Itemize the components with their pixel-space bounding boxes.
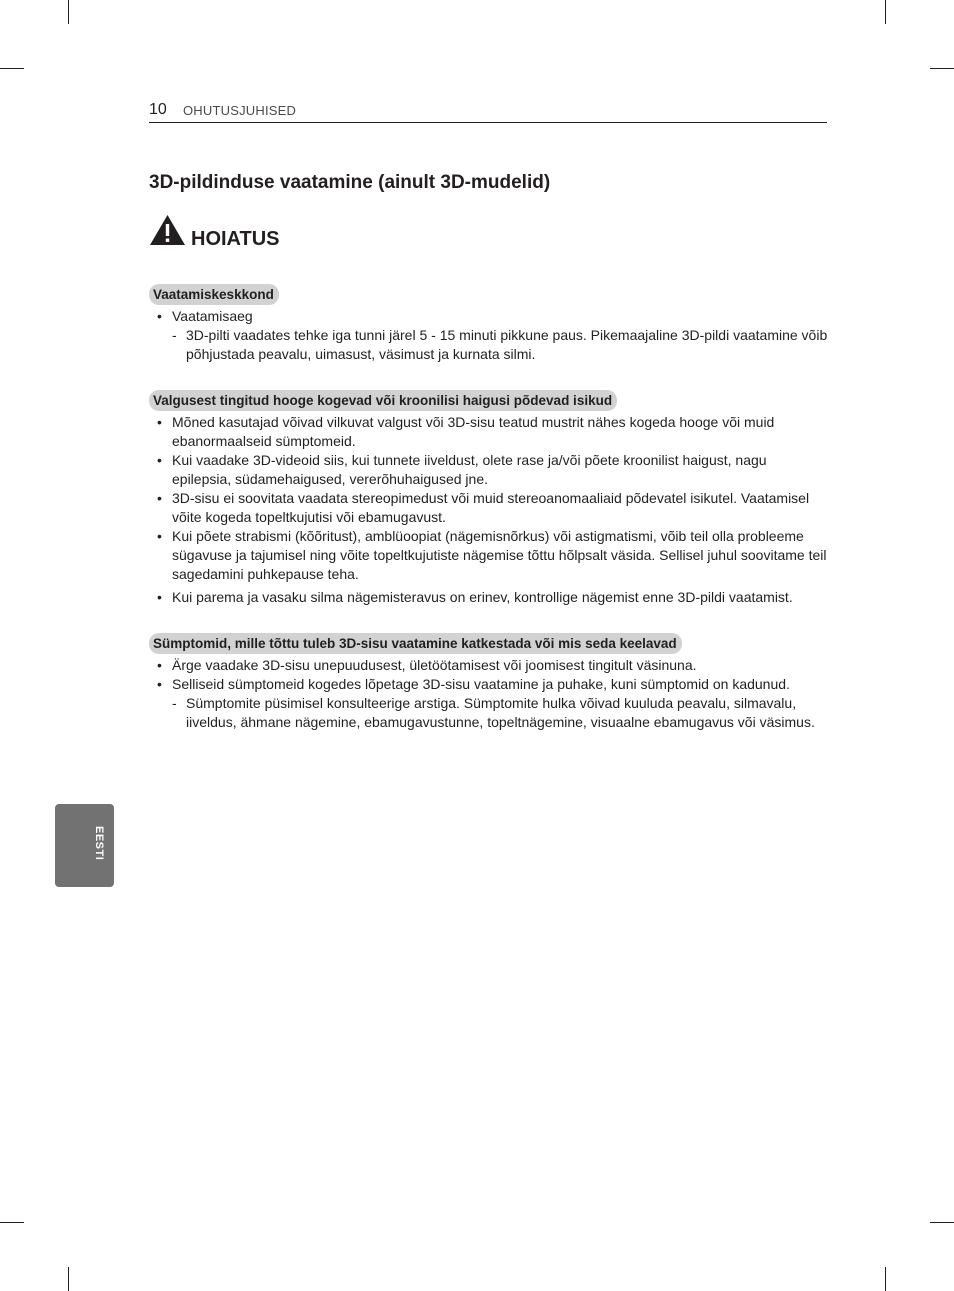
language-tab-label: EESTI bbox=[93, 826, 105, 861]
crop-mark bbox=[885, 1267, 886, 1291]
page-header bbox=[149, 100, 827, 123]
list-item: • Mõned kasutajad võivad vilkuvat valgust või 3D-sisu teatud mustrit nähes kogeda hooge või muid ebanormaalseid sümptomeid. bbox=[149, 413, 829, 451]
list-item: • Ärge vaadake 3D-sisu unepuudusest, ületöötamisest või joomisest tingitult väsinuna. bbox=[149, 656, 829, 675]
crop-mark bbox=[68, 1267, 69, 1291]
warning-label: HOIATUS bbox=[191, 228, 280, 250]
section-heading: Valgusest tingitud hooge kogevad või kroonilisi haigusi põdevad isikud bbox=[149, 390, 617, 411]
language-tab bbox=[55, 804, 114, 887]
running-header-section: OHUTUSJUHISED bbox=[183, 103, 297, 118]
section-heading: Sümptomid, mille tõttu tuleb 3D-sisu vaatamine katkestada või mis seda keelavad bbox=[149, 633, 682, 654]
sub-list-item: - Sümptomite püsimisel konsulteerige arstiga. Sümptomite hulka võivad kuuluda peavalu, silmavalu, iiveldus, ähmane nägemine, ebamugavustunne, topeltnägemine, visuaalne ebamugavus või väsimus. bbox=[149, 694, 829, 732]
crop-mark bbox=[68, 0, 69, 24]
crop-mark bbox=[885, 0, 886, 24]
list-item: • Kui põete strabismi (kõõritust), amblüoopiat (nägemisnõrkus) või astigmatismi, võib teil olla probleeme sügavuse ja tajumisel ning võite topeltkujutiste nägemise tõttu hõlpsalt väsida. Sellisel juhul soovitame teil sagedamini puhkepause teha. bbox=[149, 527, 829, 584]
page-number: 10 bbox=[149, 101, 167, 118]
crop-mark bbox=[930, 1222, 954, 1223]
section-viewing-environment bbox=[149, 284, 829, 364]
list-item: • Kui parema ja vasaku silma nägemisteravus on erinev, kontrollige nägemist enne 3D-pildi vaatamist. bbox=[149, 588, 829, 607]
section-symptoms bbox=[149, 633, 829, 732]
section-heading: Vaatamiskeskkond bbox=[149, 284, 279, 305]
list-item: • Kui vaadake 3D-videoid siis, kui tunnete iiveldust, olete rase ja/või põete kroonilist haigust, nagu epilepsia, südamehaigused, vererõhuhaigused jne. bbox=[149, 451, 829, 489]
warning-triangle-icon bbox=[149, 214, 186, 246]
list-item: • Vaatamisaeg bbox=[149, 307, 829, 326]
sub-list-item: - 3D-pilti vaadates tehke iga tunni järel 5 - 15 minuti pikkune paus. Pikemaajaline 3D-pildi vaatamine võib põhjustada peavalu, uimasust, väsimust ja kurnata silmi. bbox=[149, 326, 829, 364]
page-title: 3D-pildinduse vaatamine (ainult 3D-mudelid) bbox=[149, 172, 551, 193]
list-item: • Selliseid sümptomeid kogedes lõpetage 3D-sisu vaatamine ja puhake, kuni sümptomid on kadunud. bbox=[149, 675, 829, 694]
list-item: • 3D-sisu ei soovitata vaadata stereopimedust või muid stereoanomaaliaid põdevatel isikutel. Vaatamisel võite kogeda topeltkujutisi või ebamugavust. bbox=[149, 489, 829, 527]
crop-mark bbox=[930, 68, 954, 69]
section-light-sensitive-persons bbox=[149, 390, 829, 607]
crop-mark bbox=[0, 68, 24, 69]
crop-mark bbox=[0, 1222, 24, 1223]
